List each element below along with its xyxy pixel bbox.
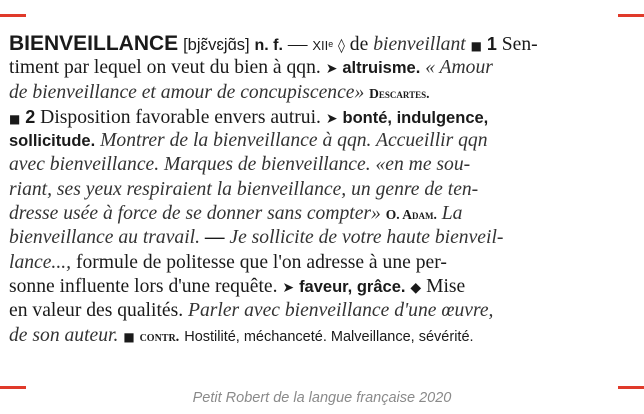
sense-2-author: O. Adam. <box>385 207 437 223</box>
entry-line-10 <box>9 251 637 275</box>
arrowhead-icon: ➤ <box>282 279 295 296</box>
dictionary-entry <box>9 32 637 348</box>
sense-2-example: de son auteur. <box>9 324 119 346</box>
sense-1-definition: Sen- <box>501 34 538 55</box>
corner-mark-top-right <box>618 14 644 17</box>
diamond-outline-icon: ◊ <box>337 38 345 54</box>
sense-2-example: avec bienveillance. Marques de bienveillance. «en me sou- <box>9 154 471 176</box>
entry-line-5 <box>9 129 637 153</box>
entry-line-12 <box>9 299 637 323</box>
sense-2-example: Parler avec bienveillance d'une œuvre, <box>188 300 494 322</box>
sense-2-synonyms: faveur, grâce. <box>299 277 406 296</box>
black-square-icon: ■ <box>470 39 482 53</box>
sense-1-definition-cont: timent par lequel on veut du bien à qqn. <box>9 57 321 79</box>
arrowhead-icon: ➤ <box>325 110 338 127</box>
contrary-list: Hostilité, méchanceté. Malveillance, sévérité. <box>184 328 474 345</box>
sense-2-example: La <box>441 203 463 225</box>
entry-line-4 <box>9 105 637 129</box>
sense-2-definition: sonne influente lors d'une requête. <box>9 275 278 297</box>
black-square-icon: ■ <box>123 329 135 344</box>
corner-mark-bottom-left <box>0 386 26 389</box>
arrowhead-icon: ➤ <box>325 61 338 78</box>
sense-2-example: Montrer de la bienveillance à qqn. Accueillir qqn <box>100 130 488 152</box>
sense-1-author: Descartes. <box>369 85 430 101</box>
entry-line-1 <box>9 32 637 56</box>
sense-2-example: Je sollicite de votre haute bienveil- <box>229 227 504 249</box>
corner-mark-bottom-right <box>618 386 644 389</box>
entry-line-6 <box>9 153 637 177</box>
sense-2-example: lance..., <box>9 251 72 273</box>
entry-line-13 <box>9 324 637 348</box>
grammar-label: n. f. <box>254 37 283 54</box>
black-diamond-icon: ◆ <box>410 279 422 296</box>
sense-2-example: bienveillance au travail. <box>9 227 200 249</box>
century: XIIᵉ <box>312 38 334 53</box>
sense-1-example: « Amour <box>425 57 493 79</box>
sense-1-example-cont: de bienveillance et amour de concupiscence» <box>9 81 365 103</box>
entry-line-7 <box>9 178 637 202</box>
sense-1-synonym: altruisme. <box>342 59 421 78</box>
entry-line-11 <box>9 275 637 299</box>
sense-2-definition: en valeur des qualités. <box>9 300 184 322</box>
sense-2-example: dresse usée à force de se donner sans compter» <box>9 203 381 225</box>
sense-2-synonyms: bonté, indulgence, <box>342 108 489 127</box>
entry-line-3 <box>9 81 637 105</box>
entry-line-9 <box>9 226 637 250</box>
sense-2-definition: Mise <box>426 275 466 297</box>
origin-word: bienveillant <box>373 34 466 55</box>
sense-2-example: riant, ses yeux respiraient la bienveillance, un genre de ten- <box>9 178 479 200</box>
sense-2-number: 2 <box>25 106 36 127</box>
sense-2-synonyms-cont: sollicitude. <box>9 132 96 151</box>
entry-line-8 <box>9 202 637 226</box>
contrary-label: contr. <box>139 328 180 345</box>
black-square-icon: ■ <box>9 111 21 126</box>
corner-mark-top-left <box>0 14 26 17</box>
sense-2-definition: formule de politesse que l'on adresse à une per- <box>75 251 447 273</box>
dash: — <box>287 34 308 55</box>
em-dash: — <box>204 227 225 249</box>
pronunciation: [bjɛ̃vɛjɑ̃s] <box>183 36 250 54</box>
origin-from: de <box>349 34 369 55</box>
source-caption: Petit Robert de la langue française 2020 <box>192 390 452 406</box>
sense-2-definition: Disposition favorable envers autrui. <box>40 106 321 128</box>
headword: BIENVEILLANCE <box>9 32 179 55</box>
sense-1-number: 1 <box>486 34 497 54</box>
entry-line-2 <box>9 56 637 80</box>
